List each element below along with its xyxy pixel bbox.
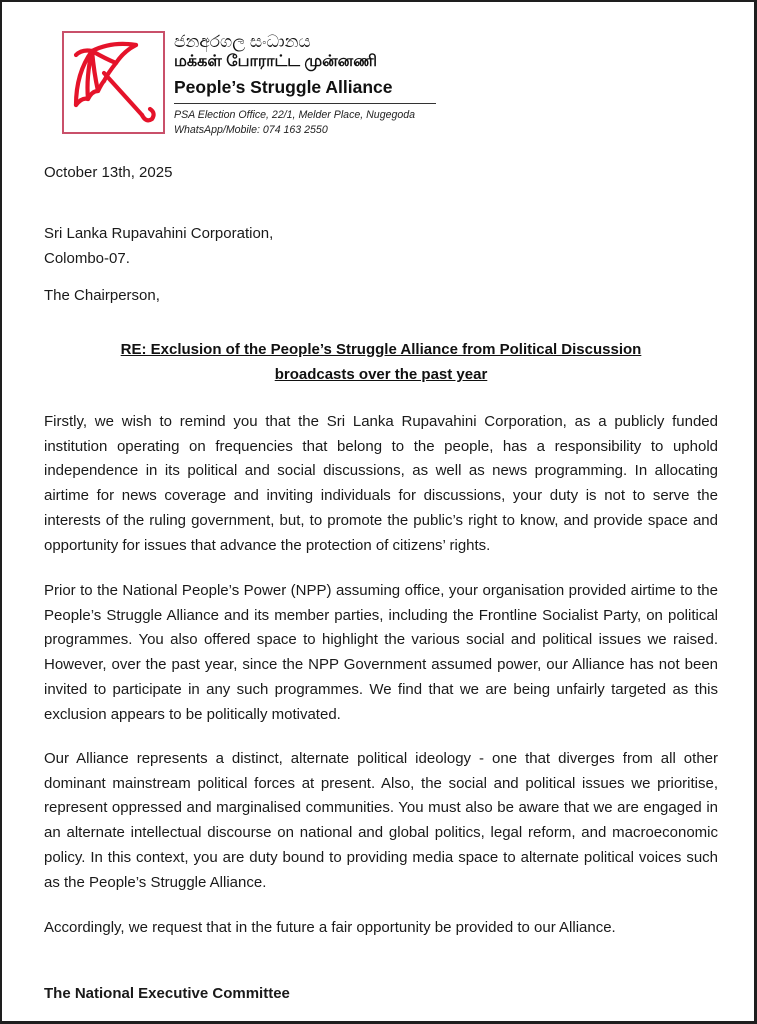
paragraph-1: Firstly, we wish to remind you that the Sri Lanka Rupavahini Corporation, as a publicly funded institution operating on frequencies that belong to the people, has a responsibility to uphold independence in its political and social discussions, as well as news programming. In allocating airtime for news coverage and inviting individuals for discussions, your duty is not to serve the interests of the ruling government, but, to promote the public’s right to know, and provide space and opportunity for issues that advance the protection of citizens’ rights. [44,413,718,554]
paragraph-4: Accordingly, we request that in the future a fair opportunity be provided to our Alliance. [44,919,616,936]
subject-line-2: broadcasts over the past year [274,366,488,383]
org-name-english: People’s Struggle Alliance [174,77,393,97]
letterhead [174,32,436,138]
paragraph-2: Prior to the National People’s Power (NPP) assuming office, your organisation provided airtime to the People’s Struggle Alliance and its member parties, including the Frontline Socialist Party, on political programmes. You also offered space to highlight the various social and political issues we raised. However, over the past year, since the NPP Government assumed power, our Alliance has not been invited to participate in any such programmes. We find that we are being unfairly targeted as this exclusion appears to be politically motivated. [44,582,718,723]
paragraph-3: Our Alliance represents a distinct, alternate political ideology - one that diverges from all other dominant mainstream political forces at present. Also, the social and political issues we prioritise, represent oppressed and marginalised communities. You must also be aware that we are engaged in an alternate intellectual discourse on national and global politics, legal reform, and macroeconomic policy. In this context, you are duty bound to providing media space to alternate political voices such as the People’s Struggle Alliance. [44,750,718,891]
contact-number: WhatsApp/Mobile: 074 163 2550 [174,124,328,136]
letterhead-divider [174,103,436,104]
umbrella-icon [64,33,163,132]
subject-line [44,337,718,387]
letter-date: October 13th, 2025 [44,164,173,181]
party-logo [62,31,165,134]
recipient-line-2: Colombo-07. [44,249,130,267]
signature: The National Executive Committee [44,985,290,1002]
org-name-sinhala: ජනඅරගල සංධානය [174,32,311,51]
recipient-address [44,222,718,271]
recipient-line-1: Sri Lanka Rupavahini Corporation, [44,225,274,242]
office-address: PSA Election Office, 22/1, Melder Place, Nugegoda [174,109,416,121]
salutation: The Chairperson, [44,287,160,304]
org-name-tamil: மக்கள் போராட்ட முன்னணி [174,53,377,70]
subject-line-1: RE: Exclusion of the People’s Struggle Alliance from Political Discussion [120,341,642,358]
